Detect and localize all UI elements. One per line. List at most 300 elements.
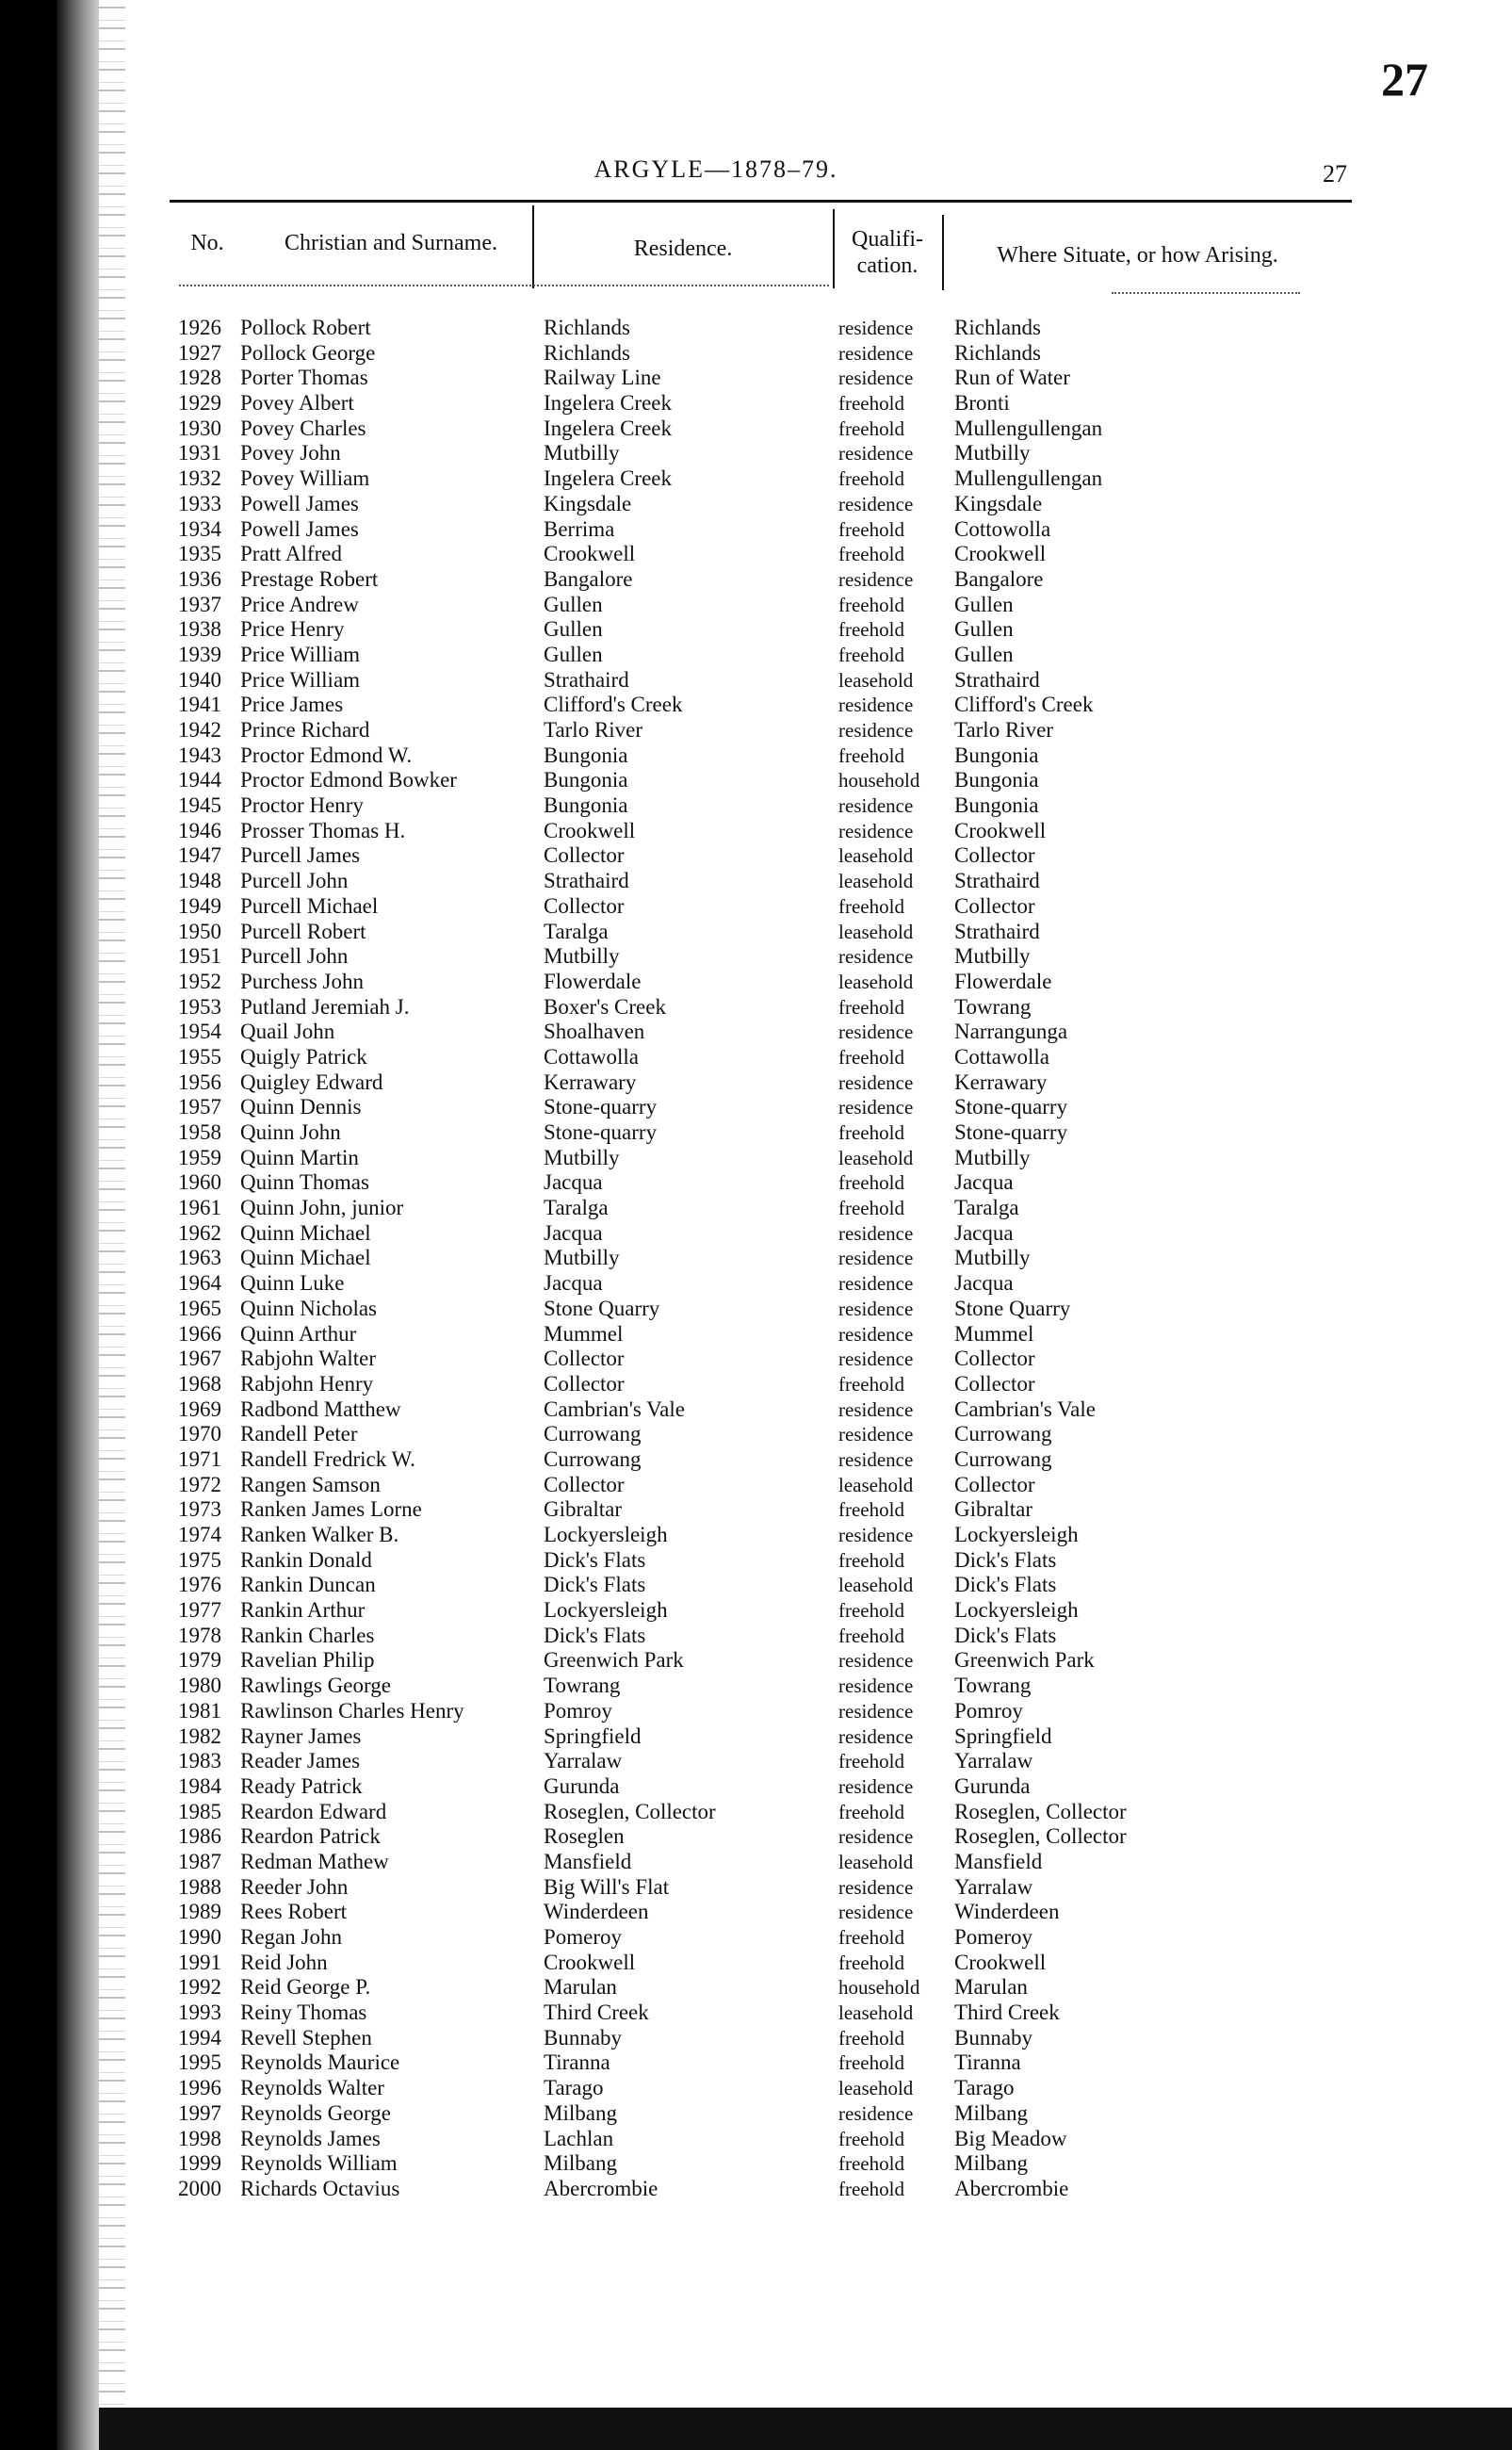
- table-row: [0, 1221, 1512, 1247]
- entry-residence: Springfield: [544, 1723, 642, 1748]
- entry-name: Ranken Walker B.: [240, 1523, 399, 1546]
- entry-qualification: household: [838, 769, 920, 792]
- table-row: [0, 1271, 1512, 1297]
- entry-qualification: leasehold: [838, 2077, 914, 2100]
- entry-qualification: residence: [838, 1724, 914, 1748]
- entry-qualification: leasehold: [838, 2001, 914, 2025]
- entry-qualification: freehold: [838, 1599, 904, 1623]
- entry-residence: Stone-quarry: [544, 1095, 658, 1119]
- entry-name: Proctor Edmond W.: [240, 743, 413, 767]
- entry-number: 1932: [178, 466, 221, 491]
- entry-name: Reid George P.: [240, 1975, 371, 2000]
- header-residence: Residence.: [633, 237, 733, 261]
- entry-number: 1953: [178, 994, 221, 1019]
- entry-number: 1980: [178, 1674, 221, 1698]
- entry-name: Reardon Edward: [240, 1799, 387, 1823]
- entry-qualification: freehold: [838, 392, 904, 416]
- entry-where: Lockyersleigh: [954, 1598, 1079, 1623]
- entry-residence: Gullen: [544, 642, 603, 666]
- table-row: [0, 1749, 1512, 1774]
- entry-where: Greenwich Park: [954, 1648, 1095, 1673]
- entry-residence: Collector: [544, 843, 625, 868]
- entry-number: 1965: [178, 1296, 221, 1320]
- entry-qualification: residence: [838, 1322, 914, 1346]
- entry-where: Winderdeen: [954, 1900, 1060, 1924]
- entry-name: Quigley Edward: [240, 1070, 383, 1094]
- entry-residence: Pomroy: [544, 1698, 612, 1723]
- table-row: [0, 2001, 1512, 2026]
- entry-where: Mummel: [954, 1321, 1034, 1346]
- entry-qualification: freehold: [838, 1171, 904, 1195]
- table-row: [0, 1422, 1512, 1447]
- entry-residence: Greenwich Park: [544, 1648, 684, 1673]
- entry-number: 1997: [178, 2100, 221, 2125]
- entry-where: Taralga: [954, 1196, 1019, 1220]
- entry-residence: Jacqua: [544, 1271, 603, 1296]
- entry-residence: Taralga: [544, 1196, 609, 1220]
- entry-where: Collector: [954, 893, 1035, 918]
- entry-number: 1977: [178, 1598, 221, 1623]
- entry-residence: Currowang: [544, 1422, 642, 1446]
- entry-where: Stone-quarry: [954, 1095, 1068, 1119]
- entry-residence: Jacqua: [544, 1170, 603, 1195]
- header-dotted-rule: [1112, 292, 1300, 294]
- entry-qualification: residence: [838, 367, 914, 390]
- table-row: [0, 1523, 1512, 1548]
- table-row: [0, 1774, 1512, 1800]
- entry-residence: Marulan: [544, 1975, 617, 2000]
- entry-number: 1943: [178, 743, 221, 767]
- entry-number: 1940: [178, 667, 221, 692]
- entry-qualification: freehold: [838, 1926, 904, 1949]
- entry-qualification: residence: [838, 1674, 914, 1698]
- entry-where: Stone Quarry: [954, 1296, 1071, 1320]
- entry-where: Kingsdale: [954, 491, 1043, 515]
- entry-name: Radbond Matthew: [240, 1396, 401, 1421]
- entry-name: Ravelian Philip: [240, 1648, 375, 1673]
- table-row: [0, 693, 1512, 718]
- table-row: [0, 643, 1512, 668]
- entry-residence: Dick's Flats: [544, 1573, 646, 1597]
- entry-name: Rankin Charles: [240, 1623, 375, 1647]
- entry-qualification: freehold: [838, 517, 904, 541]
- entry-number: 1987: [178, 1849, 221, 1873]
- entry-where: Jacqua: [954, 1220, 1014, 1245]
- table-row: [0, 2026, 1512, 2051]
- entry-number: 1927: [178, 340, 221, 365]
- entry-residence: Third Creek: [544, 2001, 649, 2025]
- entry-where: Bunnaby: [954, 2025, 1033, 2050]
- entry-qualification: residence: [838, 317, 914, 339]
- entry-qualification: freehold: [838, 593, 904, 616]
- table-row: [0, 793, 1512, 819]
- entry-qualification: freehold: [838, 1951, 904, 1974]
- table-row: [0, 1674, 1512, 1699]
- entry-number: 1948: [178, 869, 221, 893]
- entry-where: Strathaird: [954, 919, 1040, 943]
- entry-number: 1929: [178, 391, 221, 416]
- entry-where: Bungonia: [954, 743, 1039, 767]
- entry-qualification: freehold: [838, 2127, 904, 2150]
- entry-residence: Boxer's Creek: [544, 994, 666, 1019]
- entry-where: Towrang: [954, 994, 1032, 1019]
- entry-qualification: leasehold: [838, 1473, 914, 1496]
- entry-name: Reynolds William: [240, 2151, 398, 2176]
- entry-name: Price Henry: [240, 617, 345, 642]
- entry-residence: Clifford's Creek: [544, 693, 683, 717]
- table-row: [0, 1170, 1512, 1196]
- table-top-rule: [170, 200, 1352, 203]
- table-row: [0, 1850, 1512, 1875]
- entry-number: 1986: [178, 1824, 221, 1849]
- entry-number: 1956: [178, 1070, 221, 1094]
- entry-where: Tarlo River: [954, 718, 1054, 742]
- column-divider: [942, 215, 944, 290]
- entry-number: 1993: [178, 2001, 221, 2025]
- entry-number: 1975: [178, 1547, 221, 1572]
- entry-where: Yarralaw: [954, 1874, 1033, 1899]
- entry-residence: Mutbilly: [544, 1145, 620, 1169]
- entry-name: Quinn John: [240, 1120, 341, 1144]
- table-row: [0, 366, 1512, 391]
- entry-number: 1999: [178, 2151, 221, 2176]
- table-row: [0, 970, 1512, 995]
- entry-where: Mullengullengan: [954, 416, 1103, 440]
- entry-residence: Bunnaby: [544, 2025, 623, 2050]
- entry-qualification: leasehold: [838, 870, 914, 893]
- entry-residence: Milbang: [544, 2151, 617, 2176]
- entry-where: Dick's Flats: [954, 1547, 1057, 1572]
- entry-residence: Lachlan: [544, 2126, 614, 2150]
- entry-qualification: freehold: [838, 2152, 904, 2176]
- entry-residence: Crookwell: [544, 818, 636, 842]
- entry-qualification: freehold: [838, 1372, 904, 1396]
- entry-residence: Dick's Flats: [544, 1547, 646, 1572]
- entry-name: Rabjohn Henry: [240, 1371, 374, 1396]
- entry-where: Lockyersleigh: [954, 1523, 1079, 1546]
- entry-where: Richlands: [954, 316, 1041, 339]
- entry-qualification: residence: [838, 945, 914, 969]
- entry-name: Povey Charles: [240, 416, 366, 440]
- table-row: [0, 894, 1512, 920]
- entry-residence: Kingsdale: [544, 491, 632, 515]
- table-row: [0, 617, 1512, 643]
- entry-number: 1950: [178, 919, 221, 943]
- entry-name: Reynolds George: [240, 2100, 391, 2125]
- header-where: Where Situate, or how Arising.: [997, 243, 1278, 268]
- entry-qualification: residence: [838, 1423, 914, 1446]
- table-row: [0, 1824, 1512, 1850]
- entry-name: Putland Jeremiah J.: [240, 994, 410, 1019]
- entry-residence: Richlands: [544, 340, 630, 365]
- entry-name: Quail John: [240, 1020, 335, 1044]
- entry-qualification: residence: [838, 1070, 914, 1094]
- entry-number: 1947: [178, 843, 221, 868]
- entry-residence: Mummel: [544, 1321, 624, 1346]
- entry-residence: Cottawolla: [544, 1044, 639, 1069]
- entry-name: Rawlinson Charles Henry: [240, 1698, 464, 1723]
- entry-qualification: freehold: [838, 2026, 904, 2050]
- table-row: [0, 1070, 1512, 1096]
- entry-number: 1959: [178, 1145, 221, 1169]
- table-row: [0, 441, 1512, 466]
- table-row: [0, 416, 1512, 442]
- table-row: [0, 2177, 1512, 2202]
- table-row: [0, 1925, 1512, 1951]
- entry-qualification: residence: [838, 1875, 914, 1899]
- entry-qualification: residence: [838, 1221, 914, 1245]
- entry-name: Porter Thomas: [240, 366, 368, 390]
- entry-qualification: freehold: [838, 618, 904, 642]
- scan-bottom-border: [99, 2408, 1512, 2450]
- entry-where: Currowang: [954, 1446, 1052, 1471]
- entry-where: Cottowolla: [954, 516, 1051, 541]
- table-row: [0, 1196, 1512, 1221]
- table-row: [0, 944, 1512, 970]
- entry-qualification: residence: [838, 694, 914, 717]
- entry-where: Tiranna: [954, 2050, 1021, 2075]
- entry-number: 1968: [178, 1371, 221, 1396]
- entry-name: Pratt Alfred: [240, 542, 342, 566]
- entry-name: Purcell Robert: [240, 919, 366, 943]
- entry-where: Gullen: [954, 617, 1014, 642]
- entry-where: Mutbilly: [954, 1145, 1031, 1169]
- entry-qualification: residence: [838, 341, 914, 365]
- entry-name: Pollock Robert: [240, 316, 371, 339]
- table-row: [0, 517, 1512, 543]
- entry-name: Rankin Duncan: [240, 1573, 376, 1597]
- entry-where: Yarralaw: [954, 1749, 1033, 1773]
- entry-qualification: residence: [838, 567, 914, 591]
- entry-name: Purcell Michael: [240, 893, 379, 918]
- header-name: Christian and Surname.: [285, 231, 497, 255]
- entry-name: Randell Peter: [240, 1422, 358, 1446]
- entry-number: 1978: [178, 1623, 221, 1647]
- entry-number: 1969: [178, 1396, 221, 1421]
- entry-qualification: freehold: [838, 543, 904, 566]
- entry-qualification: freehold: [838, 2177, 904, 2200]
- entry-residence: Roseglen: [544, 1824, 625, 1849]
- entry-name: Regan John: [240, 1925, 342, 1949]
- entry-name: Quinn Michael: [240, 1246, 371, 1270]
- entry-number: 1926: [178, 316, 221, 339]
- entry-number: 1933: [178, 491, 221, 515]
- entry-where: Pomroy: [954, 1698, 1023, 1723]
- entry-where: Third Creek: [954, 2001, 1060, 2025]
- entry-name: Revell Stephen: [240, 2025, 372, 2050]
- table-row: [0, 391, 1512, 416]
- entry-name: Purchess John: [240, 969, 364, 993]
- entry-where: Gullen: [954, 592, 1014, 616]
- entry-number: 1949: [178, 893, 221, 918]
- table-row: [0, 869, 1512, 894]
- entry-where: Collector: [954, 1347, 1035, 1371]
- entry-name: Powell James: [240, 516, 359, 541]
- entry-residence: Currowang: [544, 1446, 642, 1471]
- table-row: [0, 1397, 1512, 1423]
- table-row: [0, 1372, 1512, 1397]
- entry-qualification: freehold: [838, 1197, 904, 1220]
- entry-qualification: residence: [838, 1247, 914, 1270]
- entry-number: 1951: [178, 944, 221, 969]
- entry-number: 1931: [178, 441, 221, 466]
- entry-qualification: leasehold: [838, 970, 914, 993]
- entry-residence: Bungonia: [544, 768, 628, 792]
- entry-name: Quinn Luke: [240, 1271, 345, 1296]
- entry-qualification: freehold: [838, 1548, 904, 1572]
- entry-residence: Railway Line: [544, 366, 661, 390]
- table-row: [0, 1045, 1512, 1070]
- table-row: [0, 1447, 1512, 1473]
- entry-residence: Gibraltar: [544, 1497, 623, 1522]
- table-row: [0, 995, 1512, 1021]
- table-row: [0, 1724, 1512, 1750]
- entry-where: Clifford's Creek: [954, 693, 1094, 717]
- entry-qualification: residence: [838, 794, 914, 818]
- entry-residence: Cambrian's Vale: [544, 1396, 685, 1421]
- entry-where: Tarago: [954, 2076, 1015, 2100]
- entry-number: 1979: [178, 1648, 221, 1673]
- entry-name: Proctor Henry: [240, 793, 364, 818]
- entry-residence: Bungonia: [544, 793, 628, 818]
- entry-qualification: leasehold: [838, 1850, 914, 1873]
- table-row: [0, 1548, 1512, 1574]
- entry-where: Dick's Flats: [954, 1573, 1057, 1597]
- entry-name: Rangen Samson: [240, 1472, 381, 1496]
- entry-number: 1976: [178, 1573, 221, 1597]
- entry-name: Purcell James: [240, 843, 361, 868]
- entry-number: 1983: [178, 1749, 221, 1773]
- entry-where: Mansfield: [954, 1849, 1043, 1873]
- table-row: [0, 2050, 1512, 2076]
- entry-number: 1988: [178, 1874, 221, 1899]
- table-row: [0, 567, 1512, 593]
- entry-number: 1946: [178, 818, 221, 842]
- entry-qualification: residence: [838, 1774, 914, 1798]
- entry-number: 1962: [178, 1220, 221, 1245]
- entry-name: Reynolds Maurice: [240, 2050, 400, 2075]
- table-row: [0, 492, 1512, 517]
- entry-residence: Mansfield: [544, 1849, 632, 1873]
- entry-number: 1991: [178, 1950, 221, 1974]
- entry-where: Mutbilly: [954, 1246, 1031, 1270]
- entry-qualification: residence: [838, 1825, 914, 1849]
- entry-where: Dick's Flats: [954, 1623, 1057, 1647]
- entry-where: Narrangunga: [954, 1020, 1068, 1044]
- entry-number: 1992: [178, 1975, 221, 2000]
- entry-name: Randell Fredrick W.: [240, 1446, 415, 1471]
- table-row: [0, 2127, 1512, 2152]
- entry-qualification: residence: [838, 1096, 914, 1119]
- entry-residence: Bangalore: [544, 566, 633, 591]
- table-row: [0, 1297, 1512, 1322]
- entry-qualification: residence: [838, 1021, 914, 1044]
- entry-where: Gurunda: [954, 1773, 1031, 1798]
- entry-name: Rayner James: [240, 1723, 362, 1748]
- entry-qualification: residence: [838, 492, 914, 515]
- entry-residence: Winderdeen: [544, 1900, 649, 1924]
- table-row: [0, 718, 1512, 743]
- entry-residence: Richlands: [544, 316, 630, 339]
- entry-qualification: freehold: [838, 894, 904, 918]
- entry-residence: Mutbilly: [544, 441, 620, 466]
- entry-residence: Lockyersleigh: [544, 1523, 668, 1546]
- entry-qualification: residence: [838, 819, 914, 842]
- entry-residence: Tiranna: [544, 2050, 610, 2075]
- entry-residence: Gullen: [544, 592, 603, 616]
- entry-name: Quinn Martin: [240, 1145, 359, 1169]
- entry-residence: Bungonia: [544, 743, 628, 767]
- entry-number: 1954: [178, 1020, 221, 1044]
- entry-qualification: residence: [838, 1297, 914, 1320]
- header-qualification: Qualifi- cation.: [852, 227, 923, 278]
- table-row: [0, 1497, 1512, 1523]
- entry-name: Price William: [240, 642, 361, 666]
- entry-qualification: freehold: [838, 1498, 904, 1522]
- corner-page-number: 27: [1381, 53, 1428, 106]
- header-no: No.: [190, 231, 224, 255]
- entry-name: Reynolds James: [240, 2126, 381, 2150]
- entry-number: 1938: [178, 617, 221, 642]
- entry-name: Quinn John, junior: [240, 1196, 404, 1220]
- page-number: 27: [1323, 160, 1347, 188]
- entry-name: Redman Mathew: [240, 1849, 389, 1873]
- entry-number: 1939: [178, 642, 221, 666]
- entry-number: 1935: [178, 542, 221, 566]
- entry-number: 1998: [178, 2126, 221, 2150]
- entry-qualification: freehold: [838, 416, 904, 440]
- entry-where: Bronti: [954, 391, 1010, 416]
- table-row: [0, 1624, 1512, 1649]
- table-row: [0, 593, 1512, 618]
- table-row: [0, 1951, 1512, 1976]
- entry-name: Proctor Edmond Bowker: [240, 768, 457, 792]
- entry-residence: Pomeroy: [544, 1925, 623, 1949]
- entry-where: Richlands: [954, 340, 1041, 365]
- table-row: [0, 1573, 1512, 1598]
- entry-name: Richards Octavius: [240, 2176, 400, 2200]
- entry-where: Bungonia: [954, 768, 1039, 792]
- table-row: [0, 542, 1512, 567]
- entry-where: Strathaird: [954, 667, 1040, 692]
- entry-residence: Milbang: [544, 2100, 617, 2125]
- entry-number: 1958: [178, 1120, 221, 1144]
- entry-number: 1964: [178, 1271, 221, 1296]
- entry-where: Cottawolla: [954, 1044, 1049, 1069]
- entry-where: Collector: [954, 843, 1035, 868]
- entry-name: Prestage Robert: [240, 566, 379, 591]
- running-head: ARGYLE—1878–79.: [593, 155, 838, 183]
- entry-name: Price William: [240, 667, 361, 692]
- entry-residence: Strathaird: [544, 667, 629, 692]
- entry-where: Towrang: [954, 1674, 1032, 1698]
- entry-number: 1944: [178, 768, 221, 792]
- entry-where: Roseglen, Collector: [954, 1824, 1127, 1849]
- entry-number: 1952: [178, 969, 221, 993]
- entry-residence: Strathaird: [544, 869, 629, 893]
- entry-qualification: freehold: [838, 1750, 904, 1773]
- entry-name: Quigly Patrick: [240, 1044, 367, 1069]
- entry-residence: Taralga: [544, 919, 609, 943]
- entry-where: Abercrombie: [954, 2176, 1069, 2200]
- entry-where: Gullen: [954, 642, 1014, 666]
- entry-residence: Collector: [544, 1371, 625, 1396]
- entry-number: 1960: [178, 1170, 221, 1195]
- header-dotted-rule: [179, 285, 829, 286]
- entry-where: Collector: [954, 1472, 1035, 1496]
- entry-qualification: leasehold: [838, 1574, 914, 1597]
- entry-number: 1990: [178, 1925, 221, 1949]
